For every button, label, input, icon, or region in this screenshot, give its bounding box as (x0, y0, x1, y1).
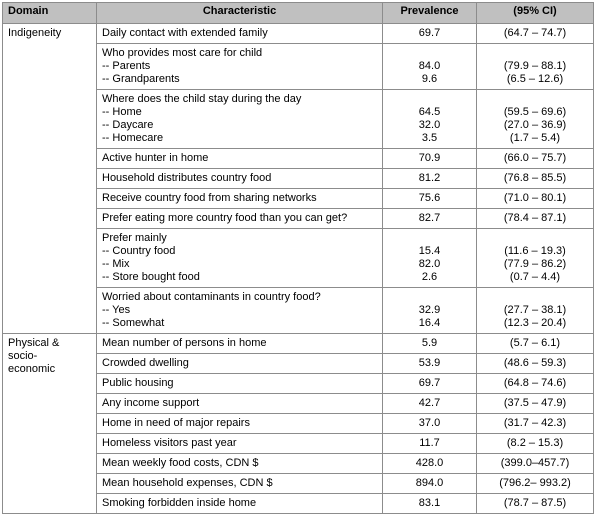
characteristic-text: -- Homecare (102, 132, 164, 144)
ci-cell (477, 354, 594, 374)
characteristic-text: Active hunter in home (102, 152, 209, 164)
prevalence-text: 5.9 (421, 337, 438, 349)
characteristic-text: Prefer eating more country food than you can get? (102, 212, 348, 224)
ci-text: (11.6 – 19.3) (504, 245, 566, 257)
characteristic-text: Home in need of major repairs (102, 417, 250, 429)
prevalence-cell (383, 44, 477, 90)
characteristic-text: Household distributes country food (102, 172, 272, 184)
characteristic-text: -- Parents (102, 60, 151, 72)
ci-text (482, 232, 588, 245)
ci-text: (78.4 – 87.1) (503, 212, 567, 224)
characteristic-text: Mean number of persons in home (102, 337, 267, 349)
ci-text: (5.7 – 6.1) (509, 337, 561, 349)
prevalence-text: 9.6 (421, 73, 438, 85)
ci-text (482, 47, 588, 60)
prevalence-text (388, 291, 471, 304)
ci-text: (79.9 – 88.1) (503, 60, 567, 72)
domain-label: Indigeneity (8, 27, 62, 39)
characteristic-text: Receive country food from sharing networks (102, 192, 317, 204)
characteristic-cell (97, 209, 383, 229)
characteristic-cell (97, 149, 383, 169)
domain-label-line: Physical & (8, 337, 60, 349)
prevalence-cell (383, 374, 477, 394)
characteristic-text: -- Mix (102, 258, 130, 270)
prevalence-text: 83.1 (418, 497, 441, 509)
prevalence-cell (383, 149, 477, 169)
prevalence-text: 37.0 (418, 417, 441, 429)
table-body (3, 24, 594, 514)
characteristic-cell (97, 90, 383, 149)
header-row (3, 3, 594, 24)
ci-text: (399.0–457.7) (500, 457, 570, 469)
characteristic-cell (97, 494, 383, 514)
prevalence-cell (383, 169, 477, 189)
prevalence-text (388, 232, 471, 245)
prevalence-text: 82.0 (418, 258, 441, 270)
ci-text: (27.0 – 36.9) (503, 119, 567, 131)
characteristic-text: -- Home (102, 106, 142, 118)
prevalence-text: 11.7 (419, 437, 440, 449)
characteristic-text: Worried about contaminants in country food? (102, 291, 321, 303)
prevalence-text: 2.6 (421, 271, 438, 283)
ci-text: (76.8 – 85.5) (503, 172, 567, 184)
ci-text: (31.7 – 42.3) (503, 417, 567, 429)
header-domain: Domain (3, 3, 97, 24)
ci-cell (477, 44, 594, 90)
characteristic-cell (97, 288, 383, 334)
ci-cell (477, 494, 594, 514)
prevalence-text: 32.0 (418, 119, 441, 131)
characteristic-text: -- Grandparents (102, 73, 180, 85)
ci-text: (71.0 – 80.1) (503, 192, 567, 204)
ci-text: (59.5 – 69.6) (503, 106, 567, 118)
ci-cell (477, 394, 594, 414)
characteristic-text: Crowded dwelling (102, 357, 189, 369)
prevalence-cell (383, 229, 477, 288)
prevalence-cell (383, 24, 477, 44)
characteristic-cell (97, 414, 383, 434)
ci-cell (477, 414, 594, 434)
characteristic-cell (97, 474, 383, 494)
ci-text: (77.9 – 86.2) (503, 258, 567, 270)
characteristic-cell (97, 169, 383, 189)
prevalence-cell (383, 334, 477, 354)
characteristic-text: Prefer mainly (102, 232, 167, 244)
ci-text: (12.3 – 20.4) (503, 317, 567, 329)
ci-cell (477, 209, 594, 229)
prevalence-cell (383, 434, 477, 454)
prevalence-text: 69.7 (418, 27, 441, 39)
characteristic-cell (97, 354, 383, 374)
ci-text (482, 291, 588, 304)
characteristic-cell (97, 229, 383, 288)
ci-text: (796.2– 993.2) (499, 477, 571, 489)
prevalence-cell (383, 474, 477, 494)
prevalence-text: 75.6 (418, 192, 441, 204)
prevalence-text: 16.4 (418, 317, 441, 329)
ci-cell (477, 169, 594, 189)
prevalence-cell (383, 90, 477, 149)
prevalence-text: 84.0 (418, 60, 441, 72)
ci-cell (477, 334, 594, 354)
ci-text: (48.6 – 59.3) (503, 357, 567, 369)
characteristic-text: Who provides most care for child (102, 47, 263, 59)
ci-cell (477, 24, 594, 44)
prevalence-text: 64.5 (418, 106, 441, 118)
prevalence-text: 32.9 (418, 304, 441, 316)
ci-cell (477, 90, 594, 149)
ci-text: (8.2 – 15.3) (506, 437, 564, 449)
characteristic-text: Public housing (102, 377, 174, 389)
domain-label-line: economic (8, 363, 56, 375)
prevalence-text (388, 93, 471, 106)
prevalence-cell (383, 394, 477, 414)
ci-cell (477, 149, 594, 169)
prevalence-text: 53.9 (418, 357, 441, 369)
characteristic-text: Where does the child stay during the day (102, 93, 302, 105)
characteristic-cell (97, 334, 383, 354)
domain-label-line: socio- (8, 350, 38, 362)
prevalence-cell (383, 414, 477, 434)
characteristic-text: -- Country food (102, 245, 176, 257)
characteristic-cell (97, 394, 383, 414)
characteristic-cell (97, 374, 383, 394)
prevalence-text (388, 47, 471, 60)
ci-text: (78.7 – 87.5) (503, 497, 567, 509)
prevalence-text: 42.7 (418, 397, 441, 409)
table-row (3, 24, 594, 44)
characteristic-text: -- Store bought food (102, 271, 200, 283)
ci-text: (6.5 – 12.6) (506, 73, 564, 85)
header-prevalence: Prevalence (383, 3, 477, 24)
characteristic-text: -- Somewhat (102, 317, 165, 329)
ci-text: (66.0 – 75.7) (503, 152, 567, 164)
prevalence-cell (383, 189, 477, 209)
prevalence-text: 428.0 (415, 457, 444, 469)
characteristic-text: Mean household expenses, CDN $ (102, 477, 273, 489)
ci-cell (477, 374, 594, 394)
prevalence-text: 15.4 (418, 245, 441, 257)
domain-cell (3, 334, 97, 514)
characteristic-cell (97, 24, 383, 44)
ci-text: (64.7 – 74.7) (503, 27, 567, 39)
table-header (3, 3, 594, 24)
prevalence-text: 894.0 (415, 477, 444, 489)
prevalence-text: 69.7 (418, 377, 441, 389)
ci-cell (477, 454, 594, 474)
prevalence-text: 82.7 (418, 212, 441, 224)
characteristic-text: -- Yes (102, 304, 131, 316)
characteristic-cell (97, 189, 383, 209)
ci-text (482, 93, 588, 106)
header-ci: (95% CI) (477, 3, 594, 24)
prevalence-cell (383, 354, 477, 374)
ci-cell (477, 434, 594, 454)
characteristic-text: Mean weekly food costs, CDN $ (102, 457, 259, 469)
ci-cell (477, 474, 594, 494)
prevalence-cell (383, 288, 477, 334)
characteristic-cell (97, 454, 383, 474)
characteristic-text: Homeless visitors past year (102, 437, 237, 449)
header-characteristic: Characteristic (97, 3, 383, 24)
ci-text: (1.7 – 5.4) (509, 132, 561, 144)
ci-text: (37.5 – 47.9) (503, 397, 567, 409)
characteristic-cell (97, 44, 383, 90)
ci-cell (477, 288, 594, 334)
prevalence-cell (383, 494, 477, 514)
prevalence-cell (383, 454, 477, 474)
ci-cell (477, 189, 594, 209)
ci-cell (477, 229, 594, 288)
prevalence-text: 81.2 (418, 172, 441, 184)
ci-text: (0.7 – 4.4) (509, 271, 561, 283)
ci-text: (64.8 – 74.6) (503, 377, 567, 389)
characteristic-text: -- Daycare (102, 119, 154, 131)
prevalence-text: 70.9 (418, 152, 441, 164)
characteristic-text: Daily contact with extended family (102, 27, 268, 39)
prevalence-text: 3.5 (421, 132, 438, 144)
characteristic-text: Smoking forbidden inside home (102, 497, 257, 509)
prevalence-cell (383, 209, 477, 229)
domain-cell (3, 24, 97, 334)
prevalence-table (2, 2, 594, 514)
table-row (3, 334, 594, 354)
characteristic-text: Any income support (102, 397, 200, 409)
characteristic-cell (97, 434, 383, 454)
ci-text: (27.7 – 38.1) (503, 304, 567, 316)
